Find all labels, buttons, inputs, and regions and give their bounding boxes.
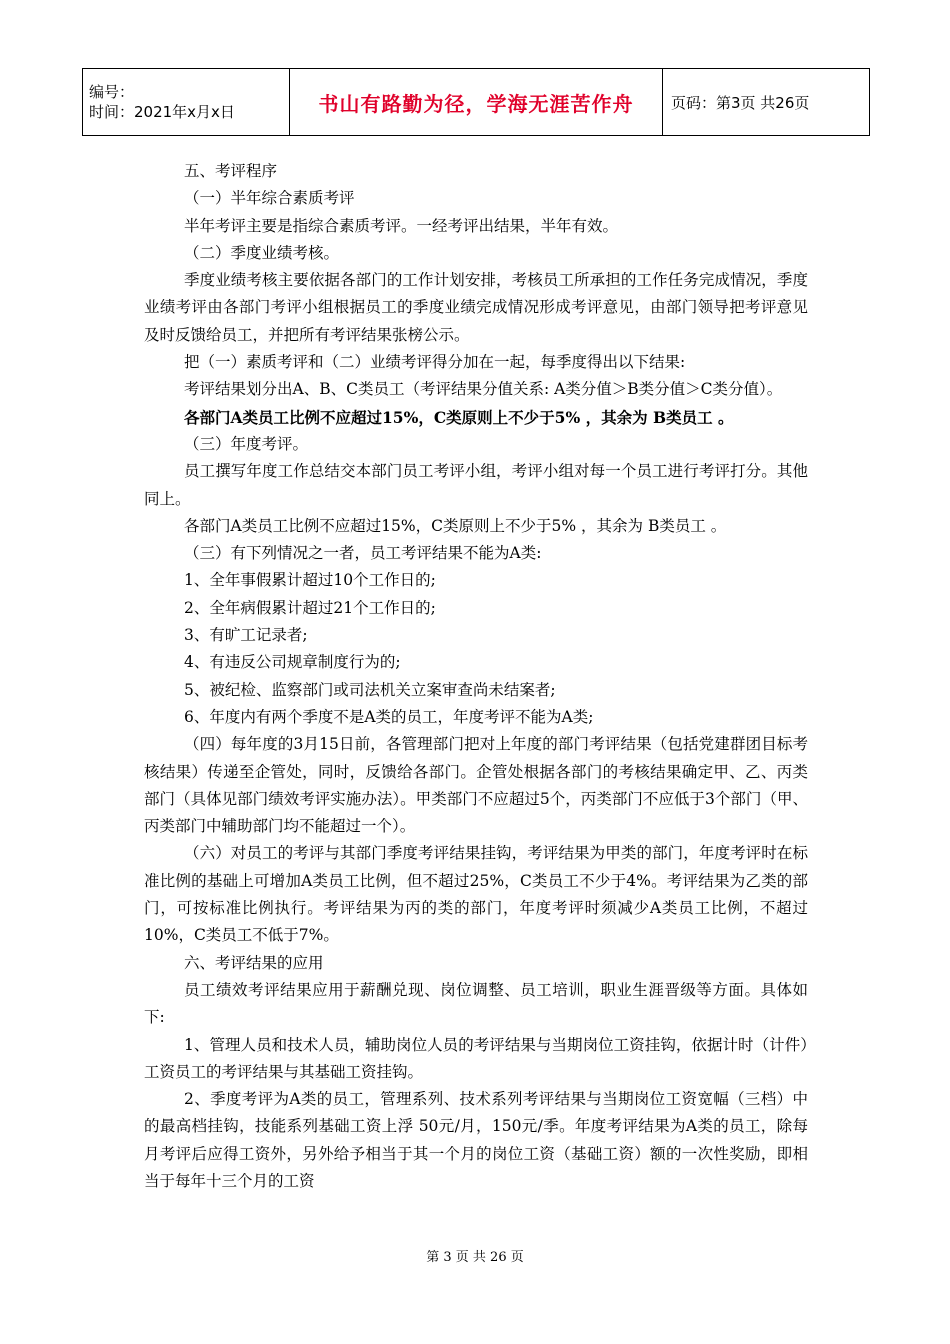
header-motto: 书山有路勤为径，学海无涯苦作舟	[290, 69, 663, 136]
paragraph: 3、有旷工记录者;	[184, 626, 308, 645]
header-info-cell	[83, 69, 290, 136]
paragraph: （六）对员工的考评与其部门季度考评结果挂钩，考评结果为甲类的部门，年度考评时在标准比例的基础上可增加A类员工比例，但不超过25%，C类员工不少于4%。考评结果为乙类的部门，可按标准比例执行。考评结果为丙的类的部门，年度考评时须减少A类员工比例，不超过10%，C类员工不低于7%。	[144, 844, 808, 945]
paragraph: （一）半年综合素质考评	[184, 189, 355, 208]
paragraph: 季度业绩考核主要依据各部门的工作计划安排，考核员工所承担的工作任务完成情况，季度业绩考评由各部门考评小组根据员工的季度业绩完成情况形成考评意见，由部门领导把考评意见及时反馈给员工，并把所有考评结果张榜公示。	[144, 271, 808, 344]
paragraph: 考评结果划分出A、B、C类员工（考评结果分值关系: A类分值＞B类分值＞C类分值）。	[184, 380, 783, 399]
paragraph: 6、年度内有两个季度不是A类的员工，年度考评不能为A类;	[184, 707, 594, 726]
document-date-label: 时间：2021年x月x日	[89, 103, 235, 121]
document-body	[144, 158, 808, 1195]
paragraph: （四）每年度的3月15日前，各管理部门把对上年度的部门考评结果（包括党建群团目标考核结果）传递至企管处，同时，反馈给各部门。企管处根据各部门的考核结果确定甲、乙、丙类部门（具体见部门绩效考评实施办法）。甲类部门不应超过5个，丙类部门不应低于3个部门（甲、丙类部门中辅助部门均不能超过一个）。	[144, 735, 808, 836]
paragraph: 员工撰写年度工作总结交本部门员工考评小组，考评小组对每一个员工进行考评打分。其他同上。	[144, 462, 808, 508]
paragraph: 各部门A类员工比例不应超过15%，C类原则上不少于5% ，其余为 B类员工 。	[184, 516, 727, 535]
paragraph: 员工绩效考评结果应用于薪酬兑现、岗位调整、员工培训，职业生涯晋级等方面。具体如下:	[144, 980, 808, 1027]
paragraph: 5、被纪检、监察部门或司法机关立案审查尚未结案者;	[184, 680, 556, 699]
paragraph: （三）有下列情况之一者，员工考评结果不能为A类:	[184, 544, 542, 563]
paragraph: 五、考评程序	[184, 162, 278, 180]
page-footer: 第 3 页 共 26 页	[426, 1250, 524, 1265]
paragraph: 1、全年事假累计超过10个工作日的;	[184, 571, 436, 590]
paragraph: 六、考评结果的应用	[184, 953, 324, 972]
paragraph: 把（一）素质考评和（二）业绩考评得分加在一起，每季度得出以下结果:	[184, 353, 686, 372]
paragraph: 4、有违反公司规章制度行为的;	[184, 653, 401, 672]
paragraph: 1、管理人员和技术人员，辅助岗位人员的考评结果与当期岗位工资挂钩，依据计时（计件）工资员工的考评结果与其基础工资挂钩。	[144, 1035, 808, 1081]
paragraph: 2、季度考评为A类的员工，管理系列、技术系列考评结果与当期岗位工资宽幅（三档）中的最高档挂钩，技能系列基础工资上浮 50元/月，150元/季。年度考评结果为A类的员工，除每月考评后应得工资外，另外给予相当于其一个月的岗位工资（基础工资）额的一次性奖励，即相当于每年十三个月的工资	[144, 1090, 808, 1190]
paragraph: 各部门A类员工比例不应超过15%，C类原则上不少于5% ，其余为 B类员工 。	[184, 407, 734, 427]
paragraph: （二）季度业绩考核。	[184, 243, 340, 262]
header-page-number: 页码：第3页 共26页	[663, 69, 870, 136]
page-header	[82, 68, 870, 136]
document-number-label: 编号：	[89, 83, 135, 101]
paragraph: （三）年度考评。	[184, 434, 309, 453]
paragraph: 半年考评主要是指综合素质考评。一经考评出结果，半年有效。	[184, 216, 619, 235]
paragraph: 2、全年病假累计超过21个工作日的;	[184, 598, 436, 617]
